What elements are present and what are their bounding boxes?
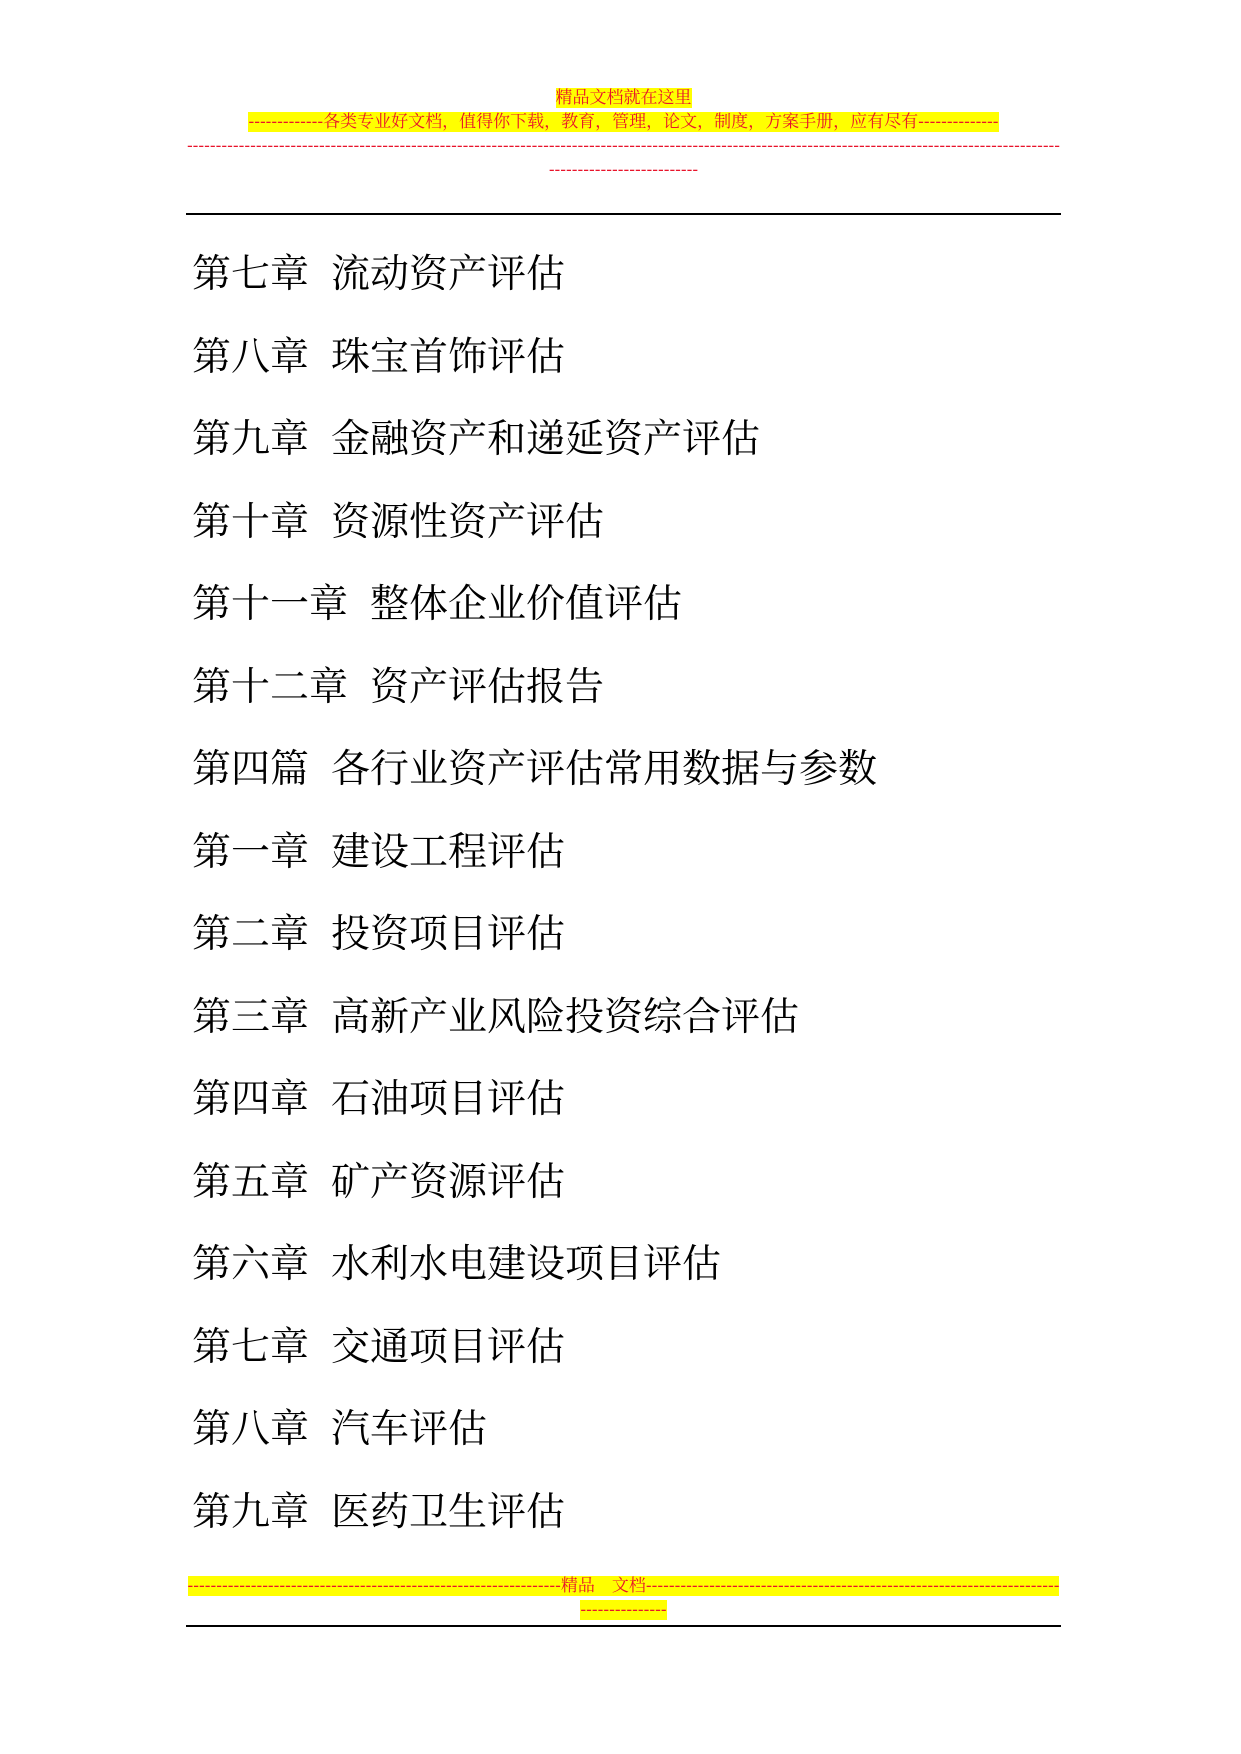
page-footer <box>186 1574 1061 1622</box>
toc-item <box>192 240 1052 323</box>
toc-item-number: 第五章 <box>192 1159 310 1205</box>
toc-item-title: 珠宝首饰评估 <box>331 334 566 380</box>
toc-item <box>192 1313 1052 1396</box>
toc-item-title: 石油项目评估 <box>331 1077 566 1122</box>
toc-item <box>192 323 1052 406</box>
header-title: 精品文档就在这里 <box>555 88 692 108</box>
toc-item-number: 第十一章 <box>192 582 349 627</box>
toc-item <box>192 488 1052 571</box>
toc-item-title: 医药卫生评估 <box>331 1489 566 1535</box>
toc-item-title: 资产评估报告 <box>370 664 605 710</box>
header-tagline: -------------各类专业好文档，值得你下载，教育，管理，论文，制度，方案手册，应有尽有-------------- <box>248 112 999 132</box>
toc-item-number: 第十章 <box>192 499 310 545</box>
toc-item-title: 矿产资源评估 <box>331 1159 566 1205</box>
toc-item-title: 水利水电建设项目评估 <box>331 1242 722 1287</box>
toc-item-title: 投资项目评估 <box>331 912 566 957</box>
toc-item-title: 交通项目评估 <box>331 1324 566 1370</box>
toc-item-number: 第二章 <box>192 912 310 957</box>
toc-item-number: 第八章 <box>192 334 310 380</box>
toc-item-number: 第三章 <box>192 994 310 1040</box>
toc-item <box>192 1395 1052 1478</box>
toc-item-title: 整体企业价值评估 <box>370 582 683 627</box>
toc-item <box>192 1230 1052 1313</box>
toc-item <box>192 653 1052 736</box>
toc-item-number: 第八章 <box>192 1407 310 1452</box>
toc-item-number: 第四章 <box>192 1077 310 1122</box>
toc-item <box>192 983 1052 1066</box>
toc-item-number: 第四篇 <box>192 747 310 792</box>
toc-item <box>192 1148 1052 1231</box>
toc-item-number: 第九章 <box>192 417 310 462</box>
toc-item-number: 第九章 <box>192 1489 310 1535</box>
toc-item <box>192 405 1052 488</box>
footer-text: -----------------------------------------------------------------精品 文档--------------------------------------------------------------------------------------- <box>187 1576 1060 1620</box>
toc-item <box>192 818 1052 901</box>
header-divider <box>186 213 1061 215</box>
toc-item-title: 资源性资产评估 <box>331 499 605 545</box>
table-of-contents <box>192 240 1052 1560</box>
toc-item-title: 建设工程评估 <box>331 829 566 875</box>
toc-item <box>192 570 1052 653</box>
toc-item-number: 第六章 <box>192 1242 310 1287</box>
toc-item-title: 高新产业风险投资综合评估 <box>331 994 800 1040</box>
toc-item <box>192 1065 1052 1148</box>
toc-item-number: 第十二章 <box>192 664 349 710</box>
toc-item-number: 第七章 <box>192 252 310 297</box>
toc-item <box>192 735 1052 818</box>
toc-item-title: 流动资产评估 <box>331 252 566 297</box>
toc-item <box>192 1478 1052 1561</box>
header-dashes: ---------------------------------------------------------------------------------------------------------------------------------------------------------------------------------- <box>186 136 1061 180</box>
toc-item-number: 第一章 <box>192 829 310 875</box>
toc-item-number: 第七章 <box>192 1324 310 1370</box>
page-header <box>186 86 1061 182</box>
toc-item-title: 金融资产和递延资产评估 <box>331 417 761 462</box>
toc-item-title: 汽车评估 <box>331 1407 488 1452</box>
toc-item <box>192 900 1052 983</box>
toc-item-title: 各行业资产评估常用数据与参数 <box>331 747 878 792</box>
footer-divider <box>186 1625 1061 1627</box>
